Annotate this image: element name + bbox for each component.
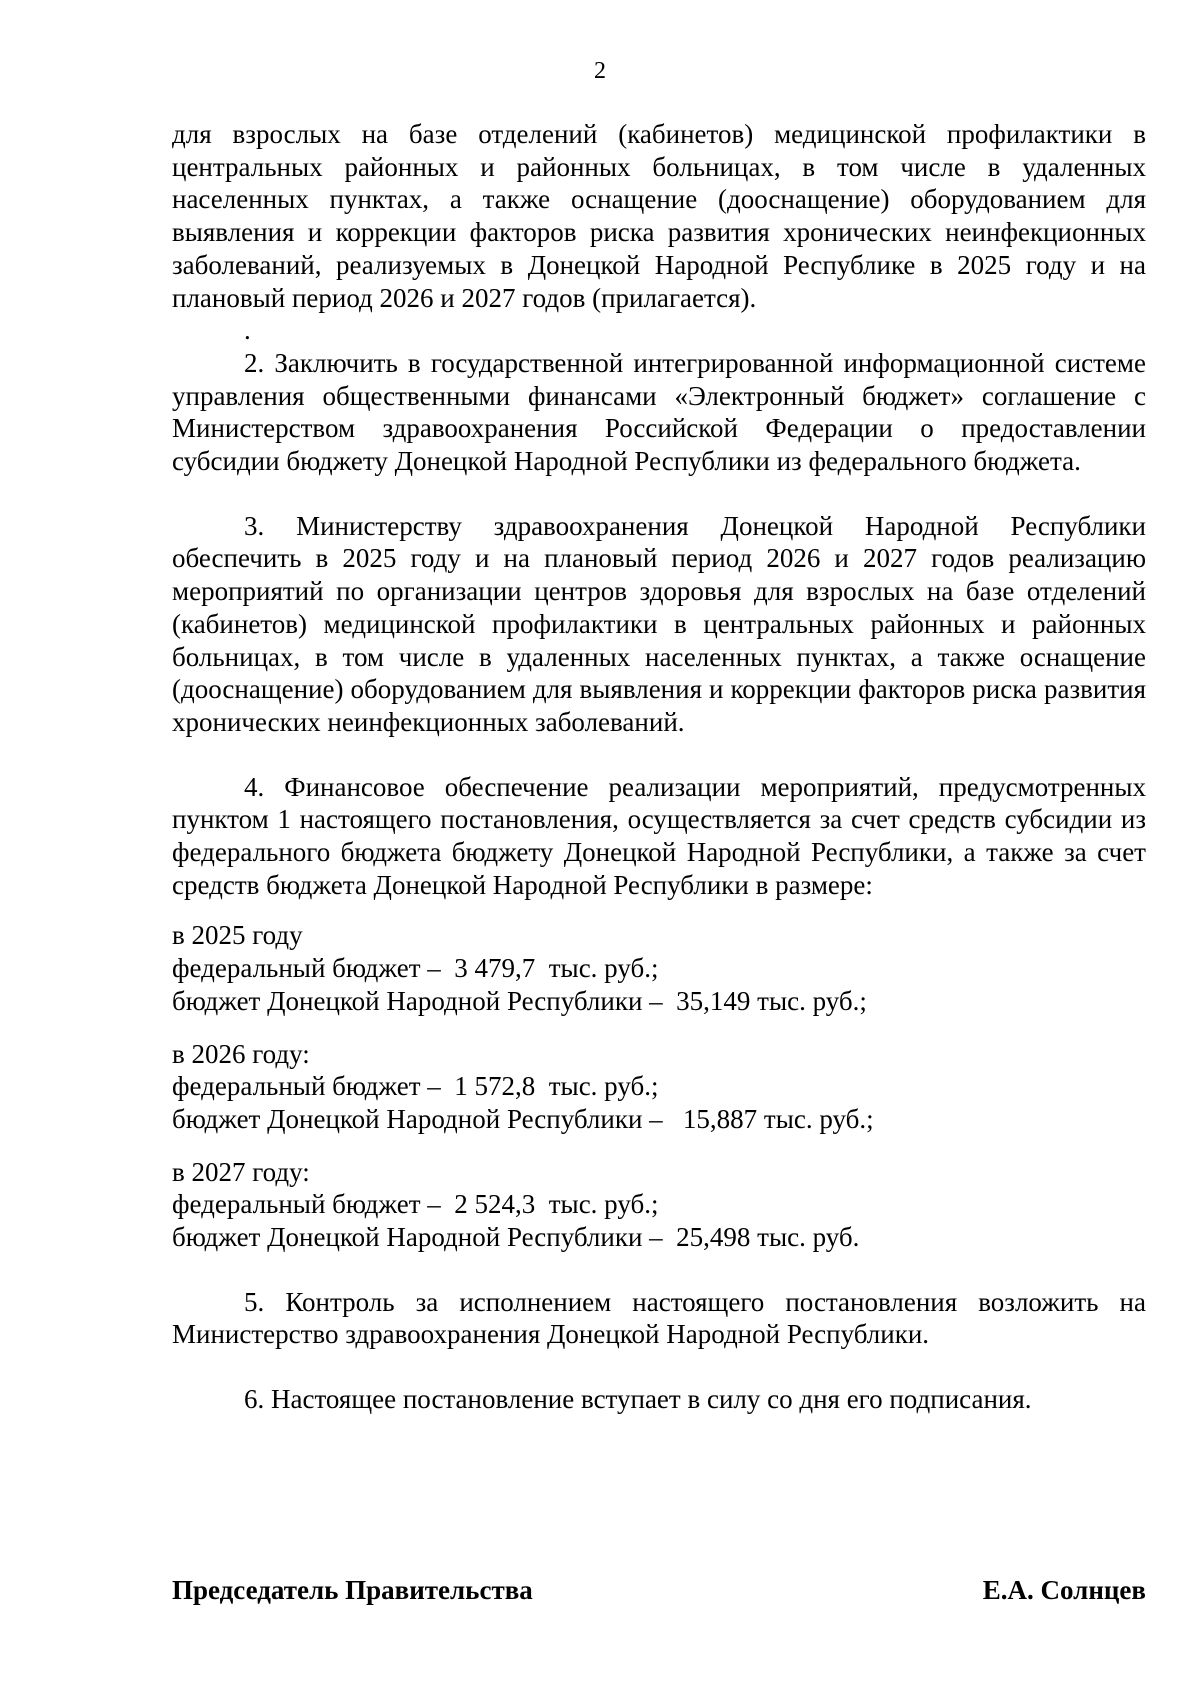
document-body [172,118,1146,1416]
funding-regional: бюджет Донецкой Народной Республики – 35,149 тыс. руб.; [172,985,867,1016]
funding-federal: федеральный бюджет – 3 479,7 тыс. руб.; [172,953,659,984]
funding-block-2025 [172,919,1146,1017]
funding-federal: федеральный бюджет – 1 572,8 тыс. руб.; [172,1071,659,1102]
page-number: 2 [594,58,606,84]
funding-federal: федеральный бюджет – 2 524,3 тыс. руб.; [172,1189,659,1220]
signatory-position: Председатель Правительства [172,1575,533,1605]
signatory-name: Е.А. Солнцев [982,1575,1146,1605]
funding-year: в 2025 году [172,920,303,951]
funding-year: в 2026 году: [172,1038,310,1069]
paragraph-5: 5. Контроль за исполнением настоящего постановления возложить на Министерство здравоохранения Донецкой Народной Республики. [172,1286,1146,1350]
paragraph-3: 3. Министерству здравоохранения Донецкой Народной Республики обеспечить в 2025 году и на плановый период 2026 и 2027 годов реализацию мероприятий по организации центров здоровья для взрослых на базе отделений (кабинетов) медицинской профилактики в центральных районных и районных больницах, в том числе в удаленных населенных пунктах, а также оснащение (дооснащение) оборудованием для выявления и коррекции факторов риска развития хронических неинфекционных заболеваний. [172,510,1146,737]
funding-regional: бюджет Донецкой Народной Республики – 25,498 тыс. руб. [172,1222,860,1253]
paragraph-2: 2. Заключить в государственной интегрированной информационной системе управления общественными финансами «Электронный бюджет» соглашение с Министерством здравоохранения Российской Федерации о предоставлении субсидии бюджету Донецкой Народной Республики из федерального бюджета. [172,347,1146,477]
funding-block-2026 [172,1038,1146,1136]
paragraph-6: 6. Настоящее постановление вступает в силу со дня его подписания. [244,1384,1032,1415]
paragraph-4: 4. Финансовое обеспечение реализации мероприятий, предусмотренных пунктом 1 настоящего постановления, осуществляется за счет средств субсидии из федерального бюджета бюджету Донецкой Народной Республики, а также за счет средств бюджета Донецкой Народной Республики в размере: [172,771,1146,900]
signature-block [172,1574,1146,1606]
funding-block-2027 [172,1156,1146,1254]
funding-regional: бюджет Донецкой Народной Республики – 15,887 тыс. руб.; [172,1103,874,1134]
paragraph-1-continuation: для взрослых на базе отделений (кабинетов) медицинской профилактики в центральных районных и районных больницах, в том числе в удаленных населенных пунктах, а также оснащение (дооснащение) оборудованием для выявления и коррекции факторов риска развития хронических неинфекционных заболеваний, реализуемых в Донецкой Народной Республике в 2025 году и на плановый период 2026 и 2027 годов (прилагается). [172,119,1146,313]
funding-year: в 2027 году: [172,1156,310,1187]
stray-mark: . [244,315,251,346]
